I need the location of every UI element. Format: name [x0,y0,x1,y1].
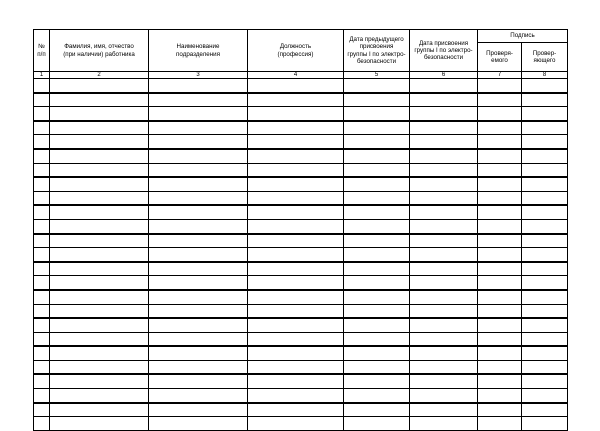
table-cell[interactable] [478,121,522,135]
table-cell[interactable] [522,191,568,205]
table-cell[interactable] [248,332,344,346]
table-cell[interactable] [248,276,344,290]
table-cell[interactable] [478,149,522,163]
table-cell[interactable] [248,374,344,388]
table-cell[interactable] [344,304,410,318]
table-cell[interactable] [248,219,344,233]
table-row [34,191,568,205]
table-cell[interactable] [410,93,478,107]
column-number: 2 [50,72,149,79]
header-previous-date [344,30,410,72]
table-cell[interactable] [50,276,149,290]
journal-sheet [33,29,567,431]
table-cell[interactable] [50,205,149,219]
table-cell[interactable] [50,93,149,107]
table-cell[interactable] [478,248,522,262]
table-cell[interactable] [34,290,50,304]
table-cell[interactable] [34,318,50,332]
table-cell[interactable] [410,417,478,431]
table-cell[interactable] [344,135,410,149]
table-cell[interactable] [50,234,149,248]
table-cell[interactable] [410,248,478,262]
table-cell[interactable] [410,234,478,248]
table-cell[interactable] [50,191,149,205]
table-cell[interactable] [344,290,410,304]
table-row [34,304,568,318]
column-number: 6 [410,72,478,79]
column-number: 4 [248,72,344,79]
table-cell[interactable] [410,290,478,304]
table-cell[interactable] [410,318,478,332]
table-cell[interactable] [149,177,248,191]
table-cell[interactable] [34,276,50,290]
table-cell[interactable] [149,304,248,318]
table-cell[interactable] [34,360,50,374]
table-cell[interactable] [522,389,568,403]
table-cell[interactable] [522,234,568,248]
table-cell[interactable] [149,191,248,205]
table-cell[interactable] [522,135,568,149]
table-cell[interactable] [248,262,344,276]
table-cell[interactable] [478,290,522,304]
table-cell[interactable] [248,205,344,219]
table-cell[interactable] [50,79,149,93]
table-row [34,205,568,219]
table-cell[interactable] [522,290,568,304]
header-signature-checked [478,43,522,72]
table-cell[interactable] [149,374,248,388]
table-row [34,219,568,233]
table-row [34,177,568,191]
header-num [34,30,50,72]
table-cell[interactable] [344,262,410,276]
table-cell[interactable] [478,276,522,290]
table-cell[interactable] [478,389,522,403]
table-cell[interactable] [34,121,50,135]
table-cell[interactable] [410,219,478,233]
column-numbers-row [34,72,568,79]
table-cell[interactable] [50,403,149,417]
table-cell[interactable] [410,107,478,121]
table-cell[interactable] [50,177,149,191]
table-cell[interactable] [34,262,50,276]
table-cell[interactable] [478,163,522,177]
header-fio [50,30,149,72]
table-cell[interactable] [344,346,410,360]
journal-table [33,29,568,431]
header-signature-checker [522,43,568,72]
table-cell[interactable] [522,262,568,276]
header-assignment-date [410,30,478,72]
table-cell[interactable] [410,177,478,191]
header-fio-text: Фамилия, имя, отчество (при наличии) работника [63,43,135,58]
table-cell[interactable] [344,403,410,417]
journal-body [34,72,568,431]
table-cell[interactable] [149,360,248,374]
table-cell[interactable] [410,389,478,403]
table-cell[interactable] [248,135,344,149]
table-cell[interactable] [410,191,478,205]
table-row [34,403,568,417]
table-cell[interactable] [50,332,149,346]
table-cell[interactable] [149,79,248,93]
table-cell[interactable] [149,403,248,417]
table-cell[interactable] [248,191,344,205]
table-cell[interactable] [149,290,248,304]
table-row [34,417,568,431]
table-cell[interactable] [149,107,248,121]
table-cell[interactable] [478,219,522,233]
table-cell[interactable] [344,234,410,248]
table-cell[interactable] [34,191,50,205]
table-cell[interactable] [344,121,410,135]
table-cell[interactable] [50,318,149,332]
table-cell[interactable] [50,304,149,318]
table-cell[interactable] [410,121,478,135]
table-cell[interactable] [478,234,522,248]
table-cell[interactable] [149,417,248,431]
table-cell[interactable] [478,205,522,219]
table-cell[interactable] [344,205,410,219]
table-cell[interactable] [522,219,568,233]
table-cell[interactable] [149,276,248,290]
table-cell[interactable] [149,262,248,276]
table-cell[interactable] [410,135,478,149]
table-cell[interactable] [248,121,344,135]
table-cell[interactable] [50,346,149,360]
table-row [34,234,568,248]
column-number: 5 [344,72,410,79]
table-cell[interactable] [522,360,568,374]
table-cell[interactable] [522,121,568,135]
table-cell[interactable] [522,417,568,431]
table-cell[interactable] [248,389,344,403]
table-cell[interactable] [50,163,149,177]
table-cell[interactable] [410,276,478,290]
table-cell[interactable] [344,93,410,107]
table-cell[interactable] [34,79,50,93]
table-cell[interactable] [248,346,344,360]
column-number: 8 [522,72,568,79]
table-cell[interactable] [410,360,478,374]
table-cell[interactable] [410,149,478,163]
column-number: 1 [34,72,50,79]
table-cell[interactable] [522,332,568,346]
table-cell[interactable] [410,205,478,219]
table-cell[interactable] [50,374,149,388]
table-cell[interactable] [522,107,568,121]
table-cell[interactable] [248,290,344,304]
header-signature-text: Подпись [510,32,535,40]
table-cell[interactable] [522,374,568,388]
table-cell[interactable] [344,360,410,374]
table-cell[interactable] [478,346,522,360]
table-cell[interactable] [478,360,522,374]
table-cell[interactable] [248,149,344,163]
table-cell[interactable] [522,205,568,219]
column-number: 7 [478,72,522,79]
header-num-text: № п/п [37,43,46,58]
table-row [34,374,568,388]
table-cell[interactable] [248,234,344,248]
table-cell[interactable] [410,262,478,276]
table-cell[interactable] [50,149,149,163]
table-row [34,346,568,360]
table-cell[interactable] [50,290,149,304]
table-cell[interactable] [522,276,568,290]
table-cell[interactable] [522,163,568,177]
table-cell[interactable] [149,121,248,135]
table-cell[interactable] [248,107,344,121]
table-cell[interactable] [344,248,410,262]
table-cell[interactable] [522,318,568,332]
table-cell[interactable] [34,346,50,360]
table-cell[interactable] [410,304,478,318]
table-cell[interactable] [34,163,50,177]
table-cell[interactable] [522,304,568,318]
table-cell[interactable] [410,374,478,388]
table-cell[interactable] [478,417,522,431]
table-row [34,135,568,149]
header-signature-checked-text: Проверя- емого [486,49,513,64]
table-cell[interactable] [344,219,410,233]
table-cell[interactable] [344,332,410,346]
table-cell[interactable] [344,417,410,431]
table-cell[interactable] [478,304,522,318]
table-row [34,163,568,177]
table-cell[interactable] [34,135,50,149]
table-cell[interactable] [344,389,410,403]
table-cell[interactable] [149,234,248,248]
table-cell[interactable] [478,177,522,191]
table-cell[interactable] [34,417,50,431]
table-cell[interactable] [50,360,149,374]
table-row [34,149,568,163]
table-cell[interactable] [34,374,50,388]
table-cell[interactable] [50,389,149,403]
table-cell[interactable] [34,389,50,403]
table-cell[interactable] [34,205,50,219]
table-cell[interactable] [34,332,50,346]
table-cell[interactable] [50,107,149,121]
table-cell[interactable] [344,318,410,332]
table-cell[interactable] [248,403,344,417]
table-cell[interactable] [522,93,568,107]
table-cell[interactable] [34,107,50,121]
table-cell[interactable] [34,248,50,262]
table-cell[interactable] [34,219,50,233]
table-cell[interactable] [248,248,344,262]
table-cell[interactable] [248,304,344,318]
table-row [34,318,568,332]
table-row [34,93,568,107]
table-row [34,290,568,304]
table-cell[interactable] [248,93,344,107]
table-cell[interactable] [34,177,50,191]
table-cell[interactable] [478,262,522,276]
table-cell[interactable] [248,177,344,191]
table-cell[interactable] [478,191,522,205]
header-position [248,30,344,72]
table-cell[interactable] [50,417,149,431]
table-cell[interactable] [478,374,522,388]
table-row [34,79,568,93]
table-cell[interactable] [149,346,248,360]
table-cell[interactable] [344,163,410,177]
table-cell[interactable] [149,219,248,233]
header-department [149,30,248,72]
table-cell[interactable] [50,135,149,149]
table-cell[interactable] [522,149,568,163]
table-cell[interactable] [478,332,522,346]
table-cell[interactable] [344,177,410,191]
table-cell[interactable] [410,346,478,360]
table-cell[interactable] [478,93,522,107]
table-cell[interactable] [248,79,344,93]
table-cell[interactable] [478,135,522,149]
table-cell[interactable] [410,163,478,177]
header-assignment-date-text: Дата присвоения группы I по электро- безопасности [414,39,473,62]
table-cell[interactable] [478,403,522,417]
table-cell[interactable] [344,149,410,163]
table-cell[interactable] [344,79,410,93]
table-cell[interactable] [344,107,410,121]
header-department-text: Наименование подразделения [176,43,220,58]
table-cell[interactable] [149,135,248,149]
table-cell[interactable] [522,403,568,417]
table-cell[interactable] [522,346,568,360]
table-cell[interactable] [149,93,248,107]
table-row [34,389,568,403]
table-cell[interactable] [344,191,410,205]
header-position-text: Должность (профессия) [277,43,314,58]
table-cell[interactable] [34,403,50,417]
header-previous-date-text: Дата предыдущего присвоения группы I по электро- безопасности [347,36,406,65]
table-cell[interactable] [478,79,522,93]
table-cell[interactable] [50,121,149,135]
column-number: 3 [149,72,248,79]
table-cell[interactable] [50,219,149,233]
table-cell[interactable] [149,205,248,219]
table-cell[interactable] [248,360,344,374]
table-cell[interactable] [149,389,248,403]
table-cell[interactable] [248,163,344,177]
table-row [34,107,568,121]
table-cell[interactable] [149,248,248,262]
table-cell[interactable] [34,234,50,248]
header-signature-checker-text: Провер- яющего [532,49,557,64]
table-cell[interactable] [344,276,410,290]
table-cell[interactable] [149,318,248,332]
table-cell[interactable] [248,318,344,332]
table-cell[interactable] [410,332,478,346]
table-cell[interactable] [34,149,50,163]
table-cell[interactable] [34,93,50,107]
table-row [34,360,568,374]
table-row [34,121,568,135]
table-cell[interactable] [34,304,50,318]
table-row [34,248,568,262]
table-cell[interactable] [522,248,568,262]
table-cell[interactable] [248,417,344,431]
table-cell[interactable] [478,107,522,121]
table-cell[interactable] [410,403,478,417]
table-cell[interactable] [149,332,248,346]
table-cell[interactable] [50,262,149,276]
table-row [34,332,568,346]
table-cell[interactable] [50,248,149,262]
header-signature [478,30,568,43]
table-cell[interactable] [410,79,478,93]
table-cell[interactable] [149,163,248,177]
table-row [34,262,568,276]
table-cell[interactable] [522,177,568,191]
table-cell[interactable] [522,79,568,93]
table-cell[interactable] [149,149,248,163]
table-cell[interactable] [344,374,410,388]
table-row [34,276,568,290]
table-cell[interactable] [478,318,522,332]
